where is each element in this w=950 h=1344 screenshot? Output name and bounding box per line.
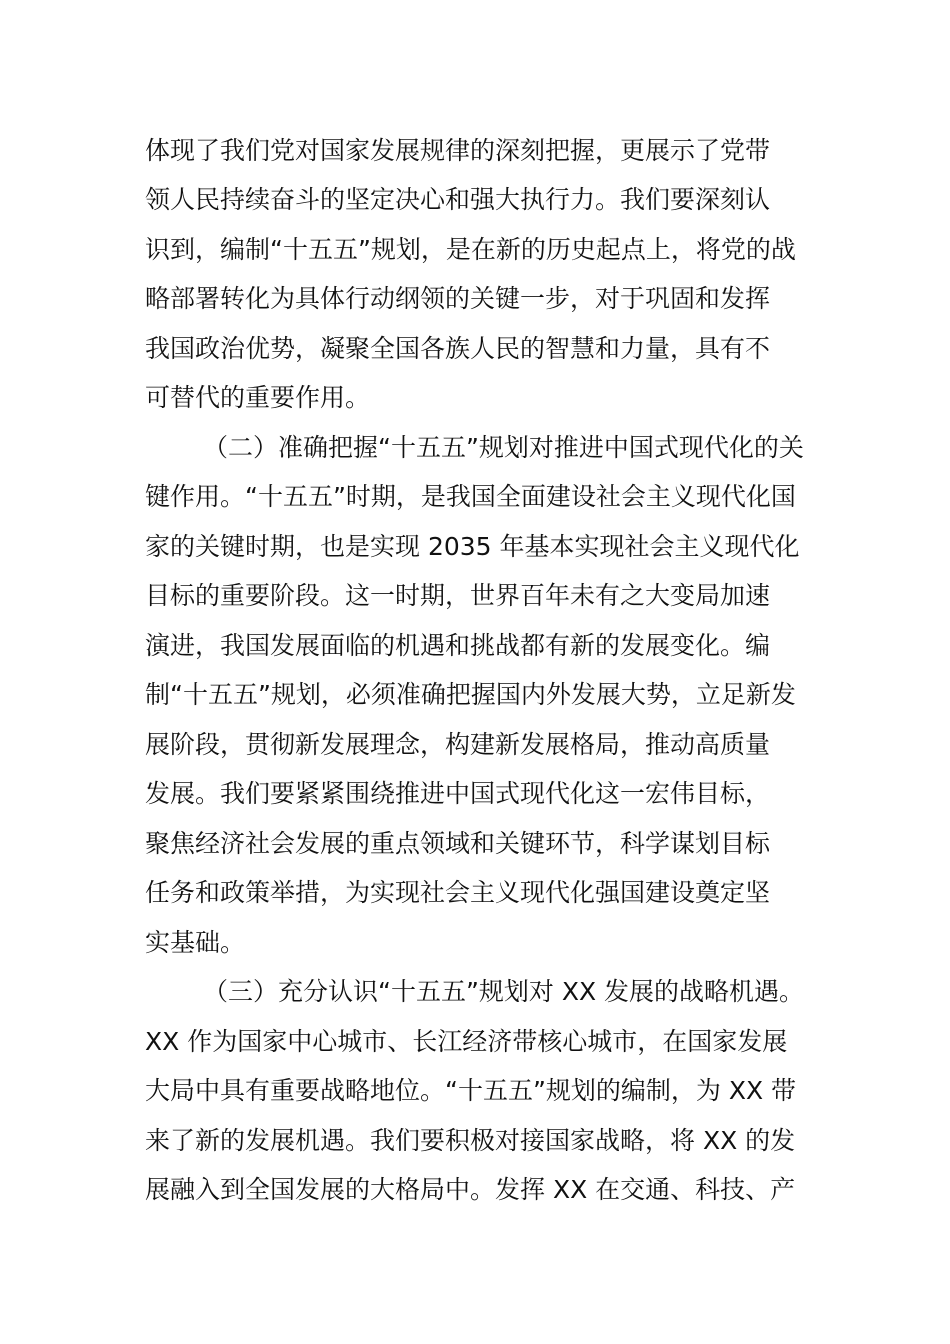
text-line: 大局中具有重要战略地位。“十五五”规划的编制，为 XX 带 bbox=[145, 1076, 797, 1105]
text-line: 展阶段，贯彻新发展理念，构建新发展格局，推动高质量 bbox=[145, 730, 771, 759]
text-line: 聚焦经济社会发展的重点领域和关键环节，科学谋划目标 bbox=[145, 829, 771, 858]
text-line: 我国政治优势，凝聚全国各族人民的智慧和力量，具有不 bbox=[145, 334, 771, 363]
text-line: 制“十五五”规划，必须准确把握国内外发展大势，立足新发 bbox=[145, 680, 796, 709]
text-line: 识到，编制“十五五”规划，是在新的历史起点上，将党的战 bbox=[145, 235, 796, 264]
text-line: XX 作为国家中心城市、长江经济带核心城市，在国家发展 bbox=[145, 1027, 788, 1056]
section-heading-2: （二）准确把握“十五五”规划对推进中国式现代化的关 bbox=[203, 433, 804, 462]
text-line: 体现了我们党对国家发展规律的深刻把握，更展示了党带 bbox=[145, 136, 771, 165]
text-line: 任务和政策举措，为实现社会主义现代化强国建设奠定坚 bbox=[145, 878, 771, 907]
text-line: 发展。我们要紧紧围绕推进中国式现代化这一宏伟目标， bbox=[145, 779, 771, 808]
text-line: 领人民持续奋斗的坚定决心和强大执行力。我们要深刻认 bbox=[145, 185, 771, 214]
text-line: 目标的重要阶段。这一时期，世界百年未有之大变局加速 bbox=[145, 581, 771, 610]
text-line: 展融入到全国发展的大格局中。发挥 XX 在交通、科技、产 bbox=[145, 1175, 796, 1204]
text-line: 演进，我国发展面临的机遇和挑战都有新的发展变化。编 bbox=[145, 631, 771, 660]
text-line: 可替代的重要作用。 bbox=[145, 383, 371, 412]
section-heading-3: （三）充分认识“十五五”规划对 XX 发展的战略机遇。 bbox=[203, 977, 805, 1006]
text-line: 键作用。“十五五”时期，是我国全面建设社会主义现代化国 bbox=[145, 482, 796, 511]
text-line: 家的关键时期，也是实现 2035 年基本实现社会主义现代化 bbox=[145, 532, 800, 561]
text-line: 来了新的发展机遇。我们要积极对接国家战略，将 XX 的发 bbox=[145, 1126, 796, 1155]
text-line: 实基础。 bbox=[145, 928, 246, 957]
text-line: 略部署转化为具体行动纲领的关键一步，对于巩固和发挥 bbox=[145, 284, 771, 313]
